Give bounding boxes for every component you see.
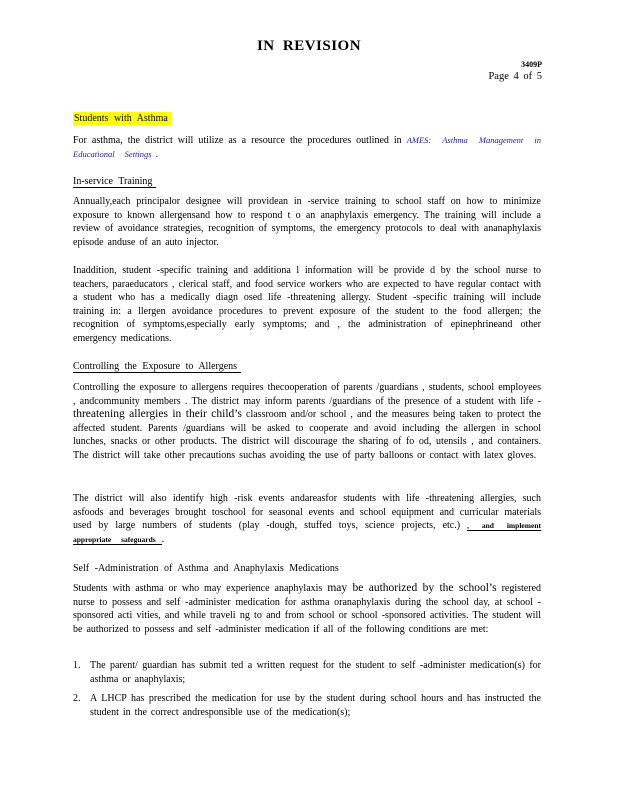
- list-item: 1. The parent/ guardian has submit ted a written request for the student to self -administer medication(s) for asthma or anaphylaxis;: [73, 660, 541, 685]
- ames-reference-link[interactable]: AMES: Asthma Management in Educational Settings: [73, 135, 541, 159]
- section-heading-students-with-asthma: Students with Asthma: [73, 113, 172, 124]
- section-heading-self-administration: Self -Administration of Asthma and Anaphylaxis Medications: [73, 563, 339, 574]
- list-item: 2. A LHCP has prescribed the medication for use by the student during school hours and has instructed the student in the correct andresponsible use of the medication(s);: [73, 693, 541, 718]
- page-number: Page 4 of 5: [488, 71, 542, 82]
- section-heading-controlling-exposure: Controlling the Exposure to Allergens: [73, 361, 241, 372]
- policy-code: 3409P: [521, 60, 542, 69]
- inservice-paragraph-2: Inaddition, student -specific training and additiona l information will be provide d by the school nurse to teachers, paraeducators , clerical staff, and food service workers who are expected to have regular contact with a student who has a medically diagn osed life -threatening allergy. Student -specific training will include training in: a llergen avoidance procedures to prevent exposure of the student to the food allergen; the recognition of symptoms,especially early symptoms; and , the administration of epinephrineand other emergency medications.: [73, 265, 541, 344]
- section-heading-inservice-training: In-service Training: [73, 176, 156, 187]
- inservice-paragraph-1: Annually,each principalor designee will providean in -service training to school staff on how to minimize exposure to known allergensand how to respond t o an anaphylaxis emergency. The training will include a review of avoidance strategies, recognition of symptoms, the emergency protocols to deal with ananaphylaxis episode anduse of an auto injector.: [73, 196, 541, 248]
- asthma-paragraph: For asthma, the district will utilize as a resource the procedures outlined in AMES: Asthma Management in Educational Settings .: [73, 135, 541, 160]
- controlling-paragraph-1: Controlling the exposure to allergens requires thecooperation of parents /guardians , students, school employees , andcommunity members . The district may inform parents /guardians of the presence of a student with life -threatening allergies in their child’s classroom and/or school , and the measures being taken to protect the affected student. Parents /guardians will be asked to cooperate and avoid including the allergen in school lunches, snacks or other products. The district will discourage the sharing of fo od, utensils , and containers. The district will take other precautions suchas avoiding the use of party balloons or contact with latex gloves.: [73, 382, 541, 461]
- self-admin-paragraph: Students with asthma or who may experience anaphylaxis may be authorized by the school’s registered nurse to possess and self -administer medication for asthma oranaphylaxis during the school day, at school -sponsored acti vities, and while traveli ng to and from school or school -sponsored activities. The student will be authorized to possess and self -administer medication if all of the following conditions are met:: [73, 582, 542, 635]
- document-title: IN REVISION: [256, 38, 362, 54]
- controlling-paragraph-2: The district will also identify high -risk events andareasfor students with life -threatening allergies, such asfoods and beverages brought toschool for seasonal events and school equipment and curricular materials used by large numbers of students (play -dough, stuffed toys, science projects, etc.) , and implement appropriate safeguards .: [73, 493, 541, 545]
